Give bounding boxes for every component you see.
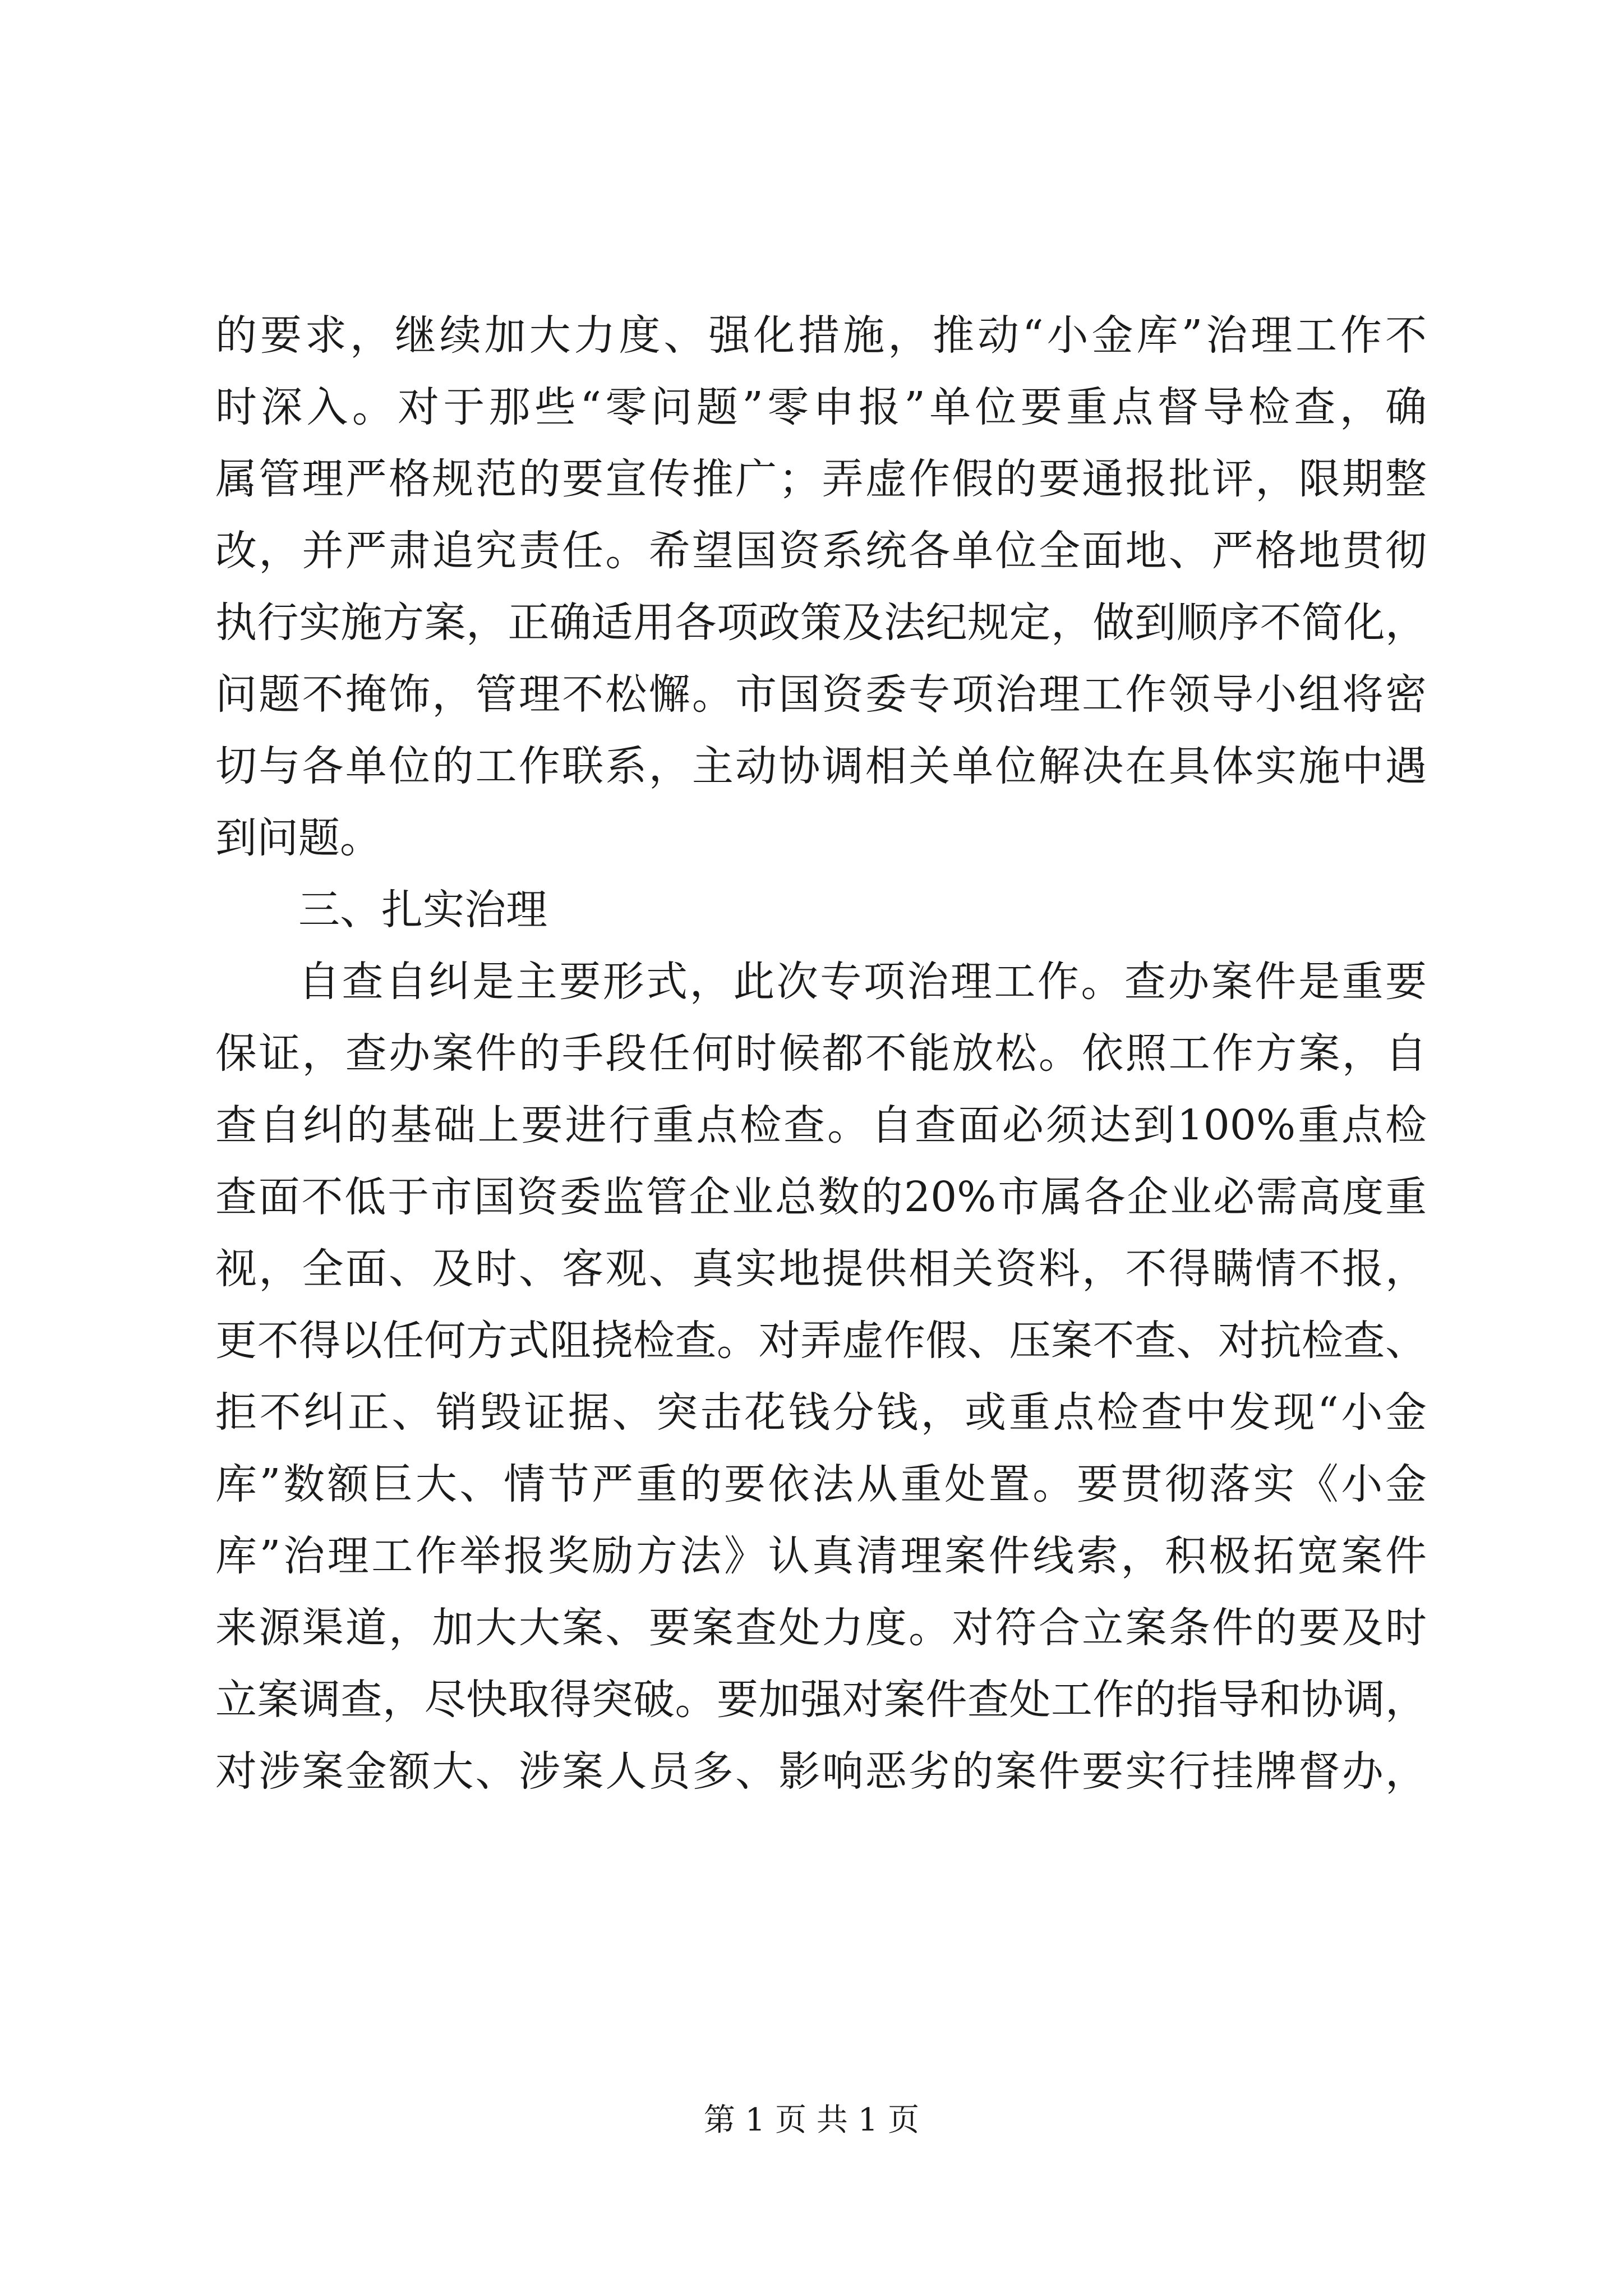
paragraph-2-line-11: 立案调查，尽快取得突破。要加强对案件查处工作的指导和协调，	[215, 1676, 1427, 1724]
paragraph-2-line-3: 查自纠的基础上要进行重点检查。自查面必须达到100%重点检	[215, 1101, 1427, 1149]
page-footer	[0, 2098, 1623, 2143]
paragraph-1-line-8: 到问题。	[215, 814, 381, 862]
paragraph-1-line-6: 问题不掩饰，管理不松懈。市国资委专项治理工作领导小组将密	[215, 670, 1427, 719]
paragraph-1-line-3: 属管理严格规范的要宣传推广；弄虚作假的要通报批评，限期整	[215, 455, 1427, 503]
paragraph-2-line-5: 视，全面、及时、客观、真实地提供相关资料，不得瞒情不报，	[215, 1245, 1427, 1293]
paragraph-1-line-4: 改，并严肃追究责任。希望国资系统各单位全面地、严格地贯彻	[215, 527, 1427, 575]
paragraph-2-line-8: 库”数额巨大、情节严重的要依法从重处置。要贯彻落实《小金	[215, 1460, 1427, 1508]
section-heading: 三、扎实治理	[298, 886, 547, 934]
paragraph-2-line-9: 库”治理工作举报奖励方法》认真清理案件线索，积极拓宽案件	[215, 1532, 1427, 1580]
paragraph-2-line-6: 更不得以任何方式阻挠检查。对弄虚作假、压案不查、对抗检查、	[215, 1317, 1427, 1365]
paragraph-1-line-5: 执行实施方案，正确适用各项政策及法纪规定，做到顺序不简化，	[215, 599, 1427, 647]
paragraph-1-line-7: 切与各单位的工作联系，主动协调相关单位解决在具体实施中遇	[215, 742, 1427, 790]
paragraph-2-line-10: 来源渠道，加大大案、要案查处力度。对符合立案条件的要及时	[215, 1604, 1427, 1652]
paragraph-2-line-12: 对涉案金额大、涉案人员多、影响恶劣的案件要实行挂牌督办，	[215, 1747, 1427, 1796]
paragraph-2-line-1: 自查自纠是主要形式，此次专项治理工作。查办案件是重要	[298, 958, 1427, 1006]
paragraph-1-line-2: 时深入。对于那些“零问题”零申报”单位要重点督导检查，确	[215, 383, 1427, 431]
page-number-label: 第 1 页 共 1 页	[703, 2102, 920, 2138]
paragraph-2-line-7: 拒不纠正、销毁证据、突击花钱分钱，或重点检查中发现“小金	[215, 1388, 1427, 1437]
document-body	[215, 300, 1427, 1807]
paragraph-2-line-4: 查面不低于市国资委监管企业总数的20%市属各企业必需高度重	[215, 1173, 1427, 1221]
paragraph-2-line-2: 保证，查办案件的手段任何时候都不能放松。依照工作方案，自	[215, 1029, 1427, 1078]
paragraph-1-line-1: 的要求，继续加大力度、强化措施，推动“小金库”治理工作不	[215, 311, 1427, 360]
